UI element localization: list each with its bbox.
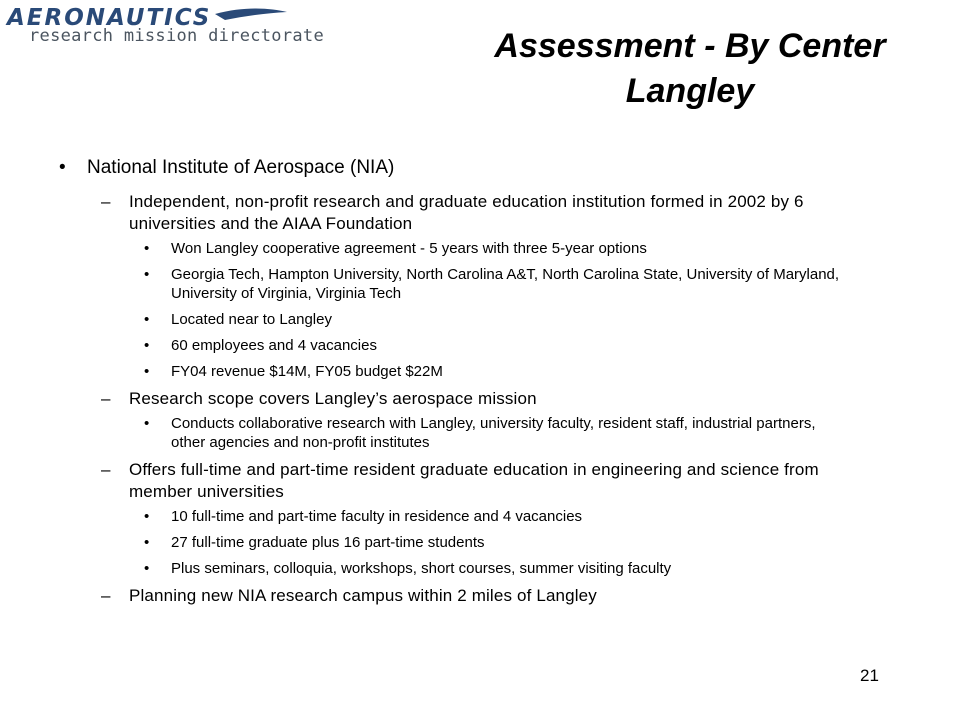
bullet-marker: • [144,560,150,577]
detail-text: Plus seminars, colloquia, workshops, short courses, summer visiting faculty [171,560,672,577]
detail-bullet [0,336,851,355]
detail-bullet [0,265,851,303]
sub-bullet-text: Independent, non-profit research and graduate education institution formed in 2002 by 6 universities and the AIAA Foundation [129,192,804,233]
dash-marker: – [101,192,111,211]
sub-bullet-text: Research scope covers Langley’s aerospace mission [129,389,537,408]
detail-bullet [0,414,851,452]
logo-subtitle: research mission directorate [29,26,324,46]
slide-content [0,155,960,611]
detail-text: Conducts collaborative research with Langley, university faculty, resident staff, industrial partners, other agencies and non-profit institutes [171,415,816,451]
bullet-marker: • [144,415,150,432]
detail-text: Won Langley cooperative agreement - 5 years with three 5-year options [171,240,647,257]
detail-text: FY04 revenue $14M, FY05 budget $22M [171,363,443,380]
bullet-marker: • [144,337,150,354]
bullet-marker: • [144,266,150,283]
title-line-1: Assessment - By Center [494,27,886,65]
sub-bullet-text: Offers full-time and part-time resident graduate education in engineering and science from member universities [129,460,819,501]
sub-bullet-education [0,459,869,503]
aeronautics-logo [5,4,324,50]
sub-bullet-text: Planning new NIA research campus within 2 miles of Langley [129,586,597,605]
detail-text: 60 employees and 4 vacancies [171,337,377,354]
bullet-marker: • [144,240,150,257]
bullet-marker: • [59,157,66,178]
sub-bullet-campus [0,585,869,607]
slide-title [430,24,950,114]
sub-bullet-research-scope [0,388,869,410]
detail-bullet [0,362,851,381]
detail-text: Located near to Langley [171,311,332,328]
detail-text: 10 full-time and part-time faculty in residence and 4 vacancies [171,508,583,525]
dash-marker: – [101,586,111,605]
detail-bullet [0,559,851,578]
sub-bullet-independent [0,191,869,235]
detail-text: Georgia Tech, Hampton University, North Carolina A&T, North Carolina State, University of Maryland, University of Virginia, Virginia Tech [171,266,840,302]
bullet-text: National Institute of Aerospace (NIA) [87,157,395,178]
bullet-marker: • [144,311,150,328]
bullet-marker: • [144,508,150,525]
detail-text: 27 full-time graduate plus 16 part-time students [171,534,485,551]
swoosh-icon [215,9,287,21]
detail-bullet [0,507,851,526]
bullet-marker: • [144,534,150,551]
bullet-nia [0,155,907,181]
detail-bullet [0,239,851,258]
wordmark-text: AERONAUTICS [7,5,212,31]
bullet-marker: • [144,363,150,380]
title-line-2: Langley [625,72,755,110]
detail-bullet [0,533,851,552]
dash-marker: – [101,460,111,479]
dash-marker: – [101,389,111,408]
detail-bullet [0,310,851,329]
page-number: 21 [860,666,879,685]
